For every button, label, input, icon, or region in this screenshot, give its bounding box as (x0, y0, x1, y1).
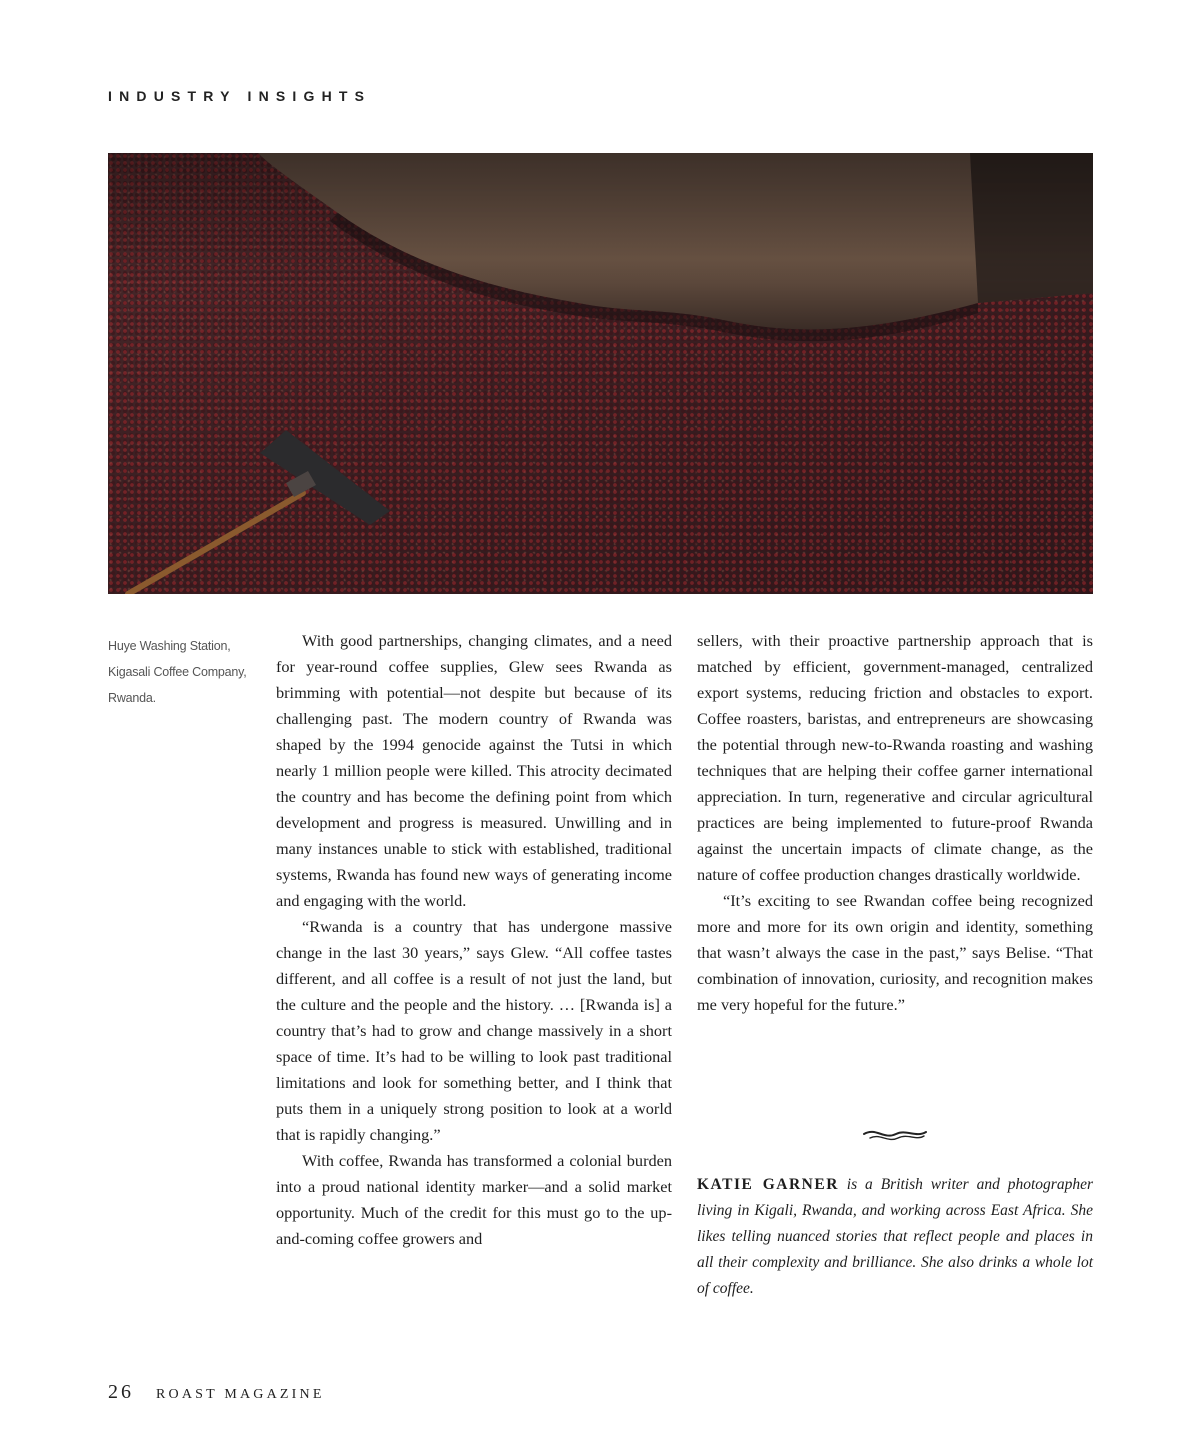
page-footer (108, 1381, 325, 1404)
author-name: KATIE GARNER (697, 1176, 839, 1193)
author-bio (697, 1172, 1093, 1302)
photo-caption (108, 633, 258, 711)
article-column-2 (697, 628, 1093, 1018)
magazine-name: ROAST MAGAZINE (156, 1387, 325, 1402)
author-bio-text: is a British writer and photographer living in Kigali, Rwanda, and working across East Africa. She likes telling nuanced stories that reflect people and places in all their complexity and brilliance. She also drinks a whole lot of coffee. (697, 1176, 1093, 1297)
section-label: INDUSTRY INSIGHTS (108, 88, 372, 104)
caption-line: Huye Washing Station, (108, 639, 231, 653)
paragraph: “Rwanda is a country that has undergone massive change in the last 30 years,” says Glew. “All coffee tastes different, and all coffee is a result of not just the land, but the culture and the people and the history. … [Rwanda is] a country that’s had to grow and change massively in a short space of time. It’s had to be willing to look past traditional limitations and look for something better, and I think that puts them in a uniquely strong position to look at a world that is rapidly changing.” (276, 917, 672, 1144)
paragraph: With good partnerships, changing climates, and a need for year-round coffee supplies, Glew sees Rwanda as brimming with potential—not despite but because of its challenging past. The modern country of Rwanda was shaped by the 1994 genocide against the Tutsi in which nearly 1 million people were killed. This atrocity decimated the country and has become the defining point from which development and progress is measured. Unwilling and in many instances unable to stick with established, traditional systems, Rwanda has found new ways of generating income and engaging with the world. (276, 631, 672, 910)
page-number: 26 (108, 1381, 134, 1403)
photo-vignette (108, 153, 1093, 594)
caption-line: Kigasali Coffee Company, (108, 665, 247, 679)
article-photo (108, 153, 1093, 594)
section-divider-ornament (862, 1124, 928, 1148)
paragraph: “It’s exciting to see Rwandan coffee being recognized more and more for its own origin and identity, something that wasn’t always the case in the past,” says Belise. “That combination of innovation, curiosity, and recognition makes me very hopeful for the future.” (697, 891, 1093, 1014)
article-column-1 (276, 628, 672, 1252)
paragraph: With coffee, Rwanda has transformed a colonial burden into a proud national identity marker—and a solid market opportunity. Much of the credit for this must go to the up-and-coming coffee growers and (276, 1151, 672, 1248)
paragraph: sellers, with their proactive partnership approach that is matched by efficient, government-managed, centralized export systems, reducing friction and obstacles to export. Coffee roasters, baristas, and entrepreneurs are showcasing the potential through new-to-Rwanda roasting and washing techniques that are helping their coffee garner international appreciation. In turn, regenerative and circular agricultural practices are being implemented to future-proof Rwanda against the uncertain impacts of climate change, as the nature of coffee production changes drastically worldwide. (697, 631, 1093, 884)
caption-line: Rwanda. (108, 691, 156, 705)
photo-illustration (108, 153, 1093, 594)
